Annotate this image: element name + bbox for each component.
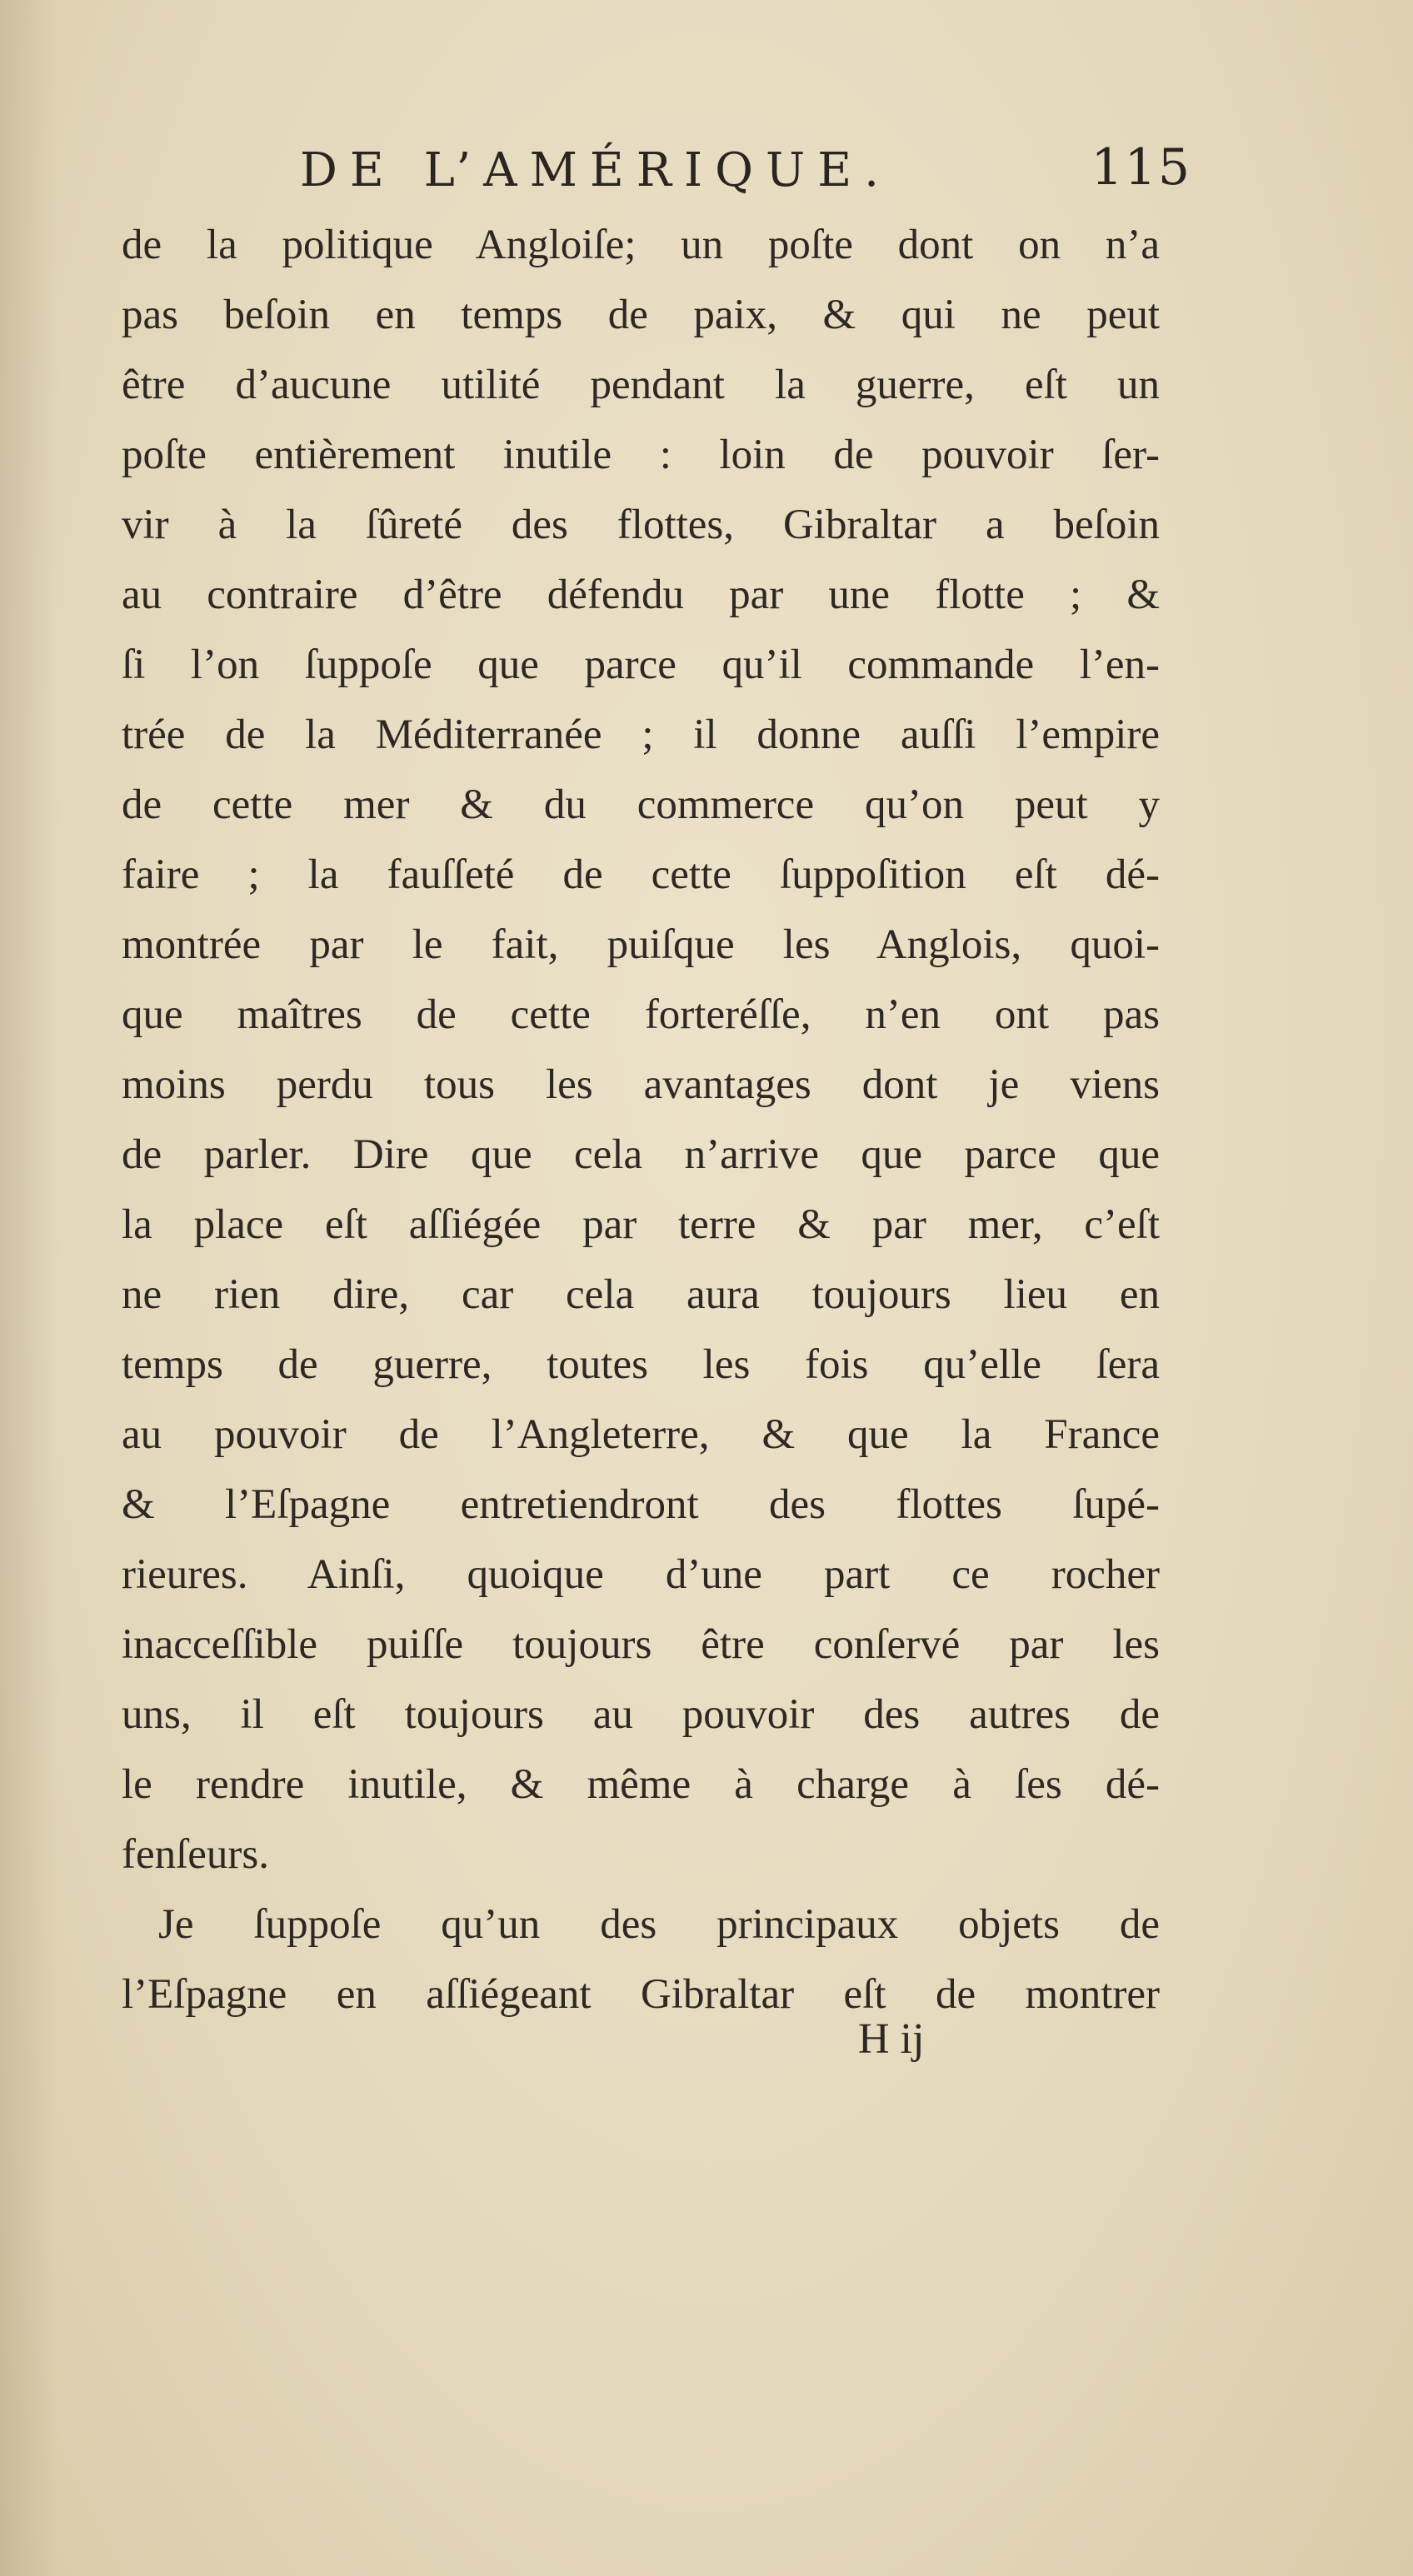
text-line: que maîtres de cette forteréſſe, n’en ont pas: [122, 991, 1160, 1038]
page-header: [100, 133, 1191, 208]
text-line: inacceſſible puiſſe toujours être conſervé par les: [122, 1621, 1160, 1668]
text-line: temps de guerre, toutes les fois qu’elle ſera: [122, 1341, 1160, 1388]
text-line: le rendre inutile, & même à charge à ſes dé-: [122, 1761, 1160, 1808]
text-line: trée de la Méditerranée ; il donne auſſi l’empire: [122, 711, 1160, 758]
text-line: de parler. Dire que cela n’arrive que parce que: [122, 1131, 1160, 1178]
paragraph-1: [122, 210, 1160, 1890]
paragraph-2: [122, 1890, 1160, 2029]
running-title: DE L’AMÉRIQUE.: [300, 143, 891, 197]
text-line: de la politique Angloiſe; un poſte dont on n’a: [122, 222, 1160, 268]
text-line: au pouvoir de l’Angleterre, & que la France: [122, 1411, 1160, 1458]
text-line: pas beſoin en temps de paix, & qui ne peut: [122, 292, 1160, 338]
page-gutter-shadow: [0, 0, 58, 2576]
text-line: moins perdu tous les avantages dont je viens: [122, 1061, 1160, 1108]
text-line: ne rien dire, car cela aura toujours lieu en: [122, 1271, 1160, 1318]
text-line: au contraire d’être défendu par une flotte ; &: [122, 572, 1160, 618]
signature-mark: H ij: [858, 2015, 925, 2063]
text-line: de cette mer & du commerce qu’on peut y: [122, 781, 1160, 828]
text-line: vir à la ſûreté des flottes, Gibraltar a beſoin: [122, 502, 1160, 548]
text-line: montrée par le fait, puiſque les Anglois, quoi-: [122, 921, 1160, 968]
text-line: être d’aucune utilité pendant la guerre, eſt un: [122, 362, 1160, 408]
text-line: poſte entièrement inutile : loin de pouvoir ſer-: [122, 432, 1160, 478]
page-number: 115: [1091, 138, 1191, 197]
text-line: rieures. Ainſi, quoique d’une part ce rocher: [122, 1551, 1160, 1598]
text-line: l’Eſpagne en aſſiégeant Gibraltar eſt de montrer: [122, 1971, 1160, 2018]
text-line: faire ; la fauſſeté de cette ſuppoſition eſt dé-: [122, 851, 1160, 898]
text-line: ſi l’on ſuppoſe que parce qu’il commande l’en-: [122, 642, 1160, 688]
body-text: [122, 210, 1160, 2029]
text-line: fenſeurs.: [122, 1831, 270, 1878]
text-line: & l’Eſpagne entretiendront des flottes ſupé-: [122, 1481, 1160, 1528]
text-line: la place eſt aſſiégée par terre & par mer, c’eſt: [122, 1201, 1160, 1248]
text-line: Je ſuppoſe qu’un des principaux objets de: [158, 1901, 1160, 1948]
text-line: uns, il eſt toujours au pouvoir des autres de: [122, 1691, 1160, 1738]
